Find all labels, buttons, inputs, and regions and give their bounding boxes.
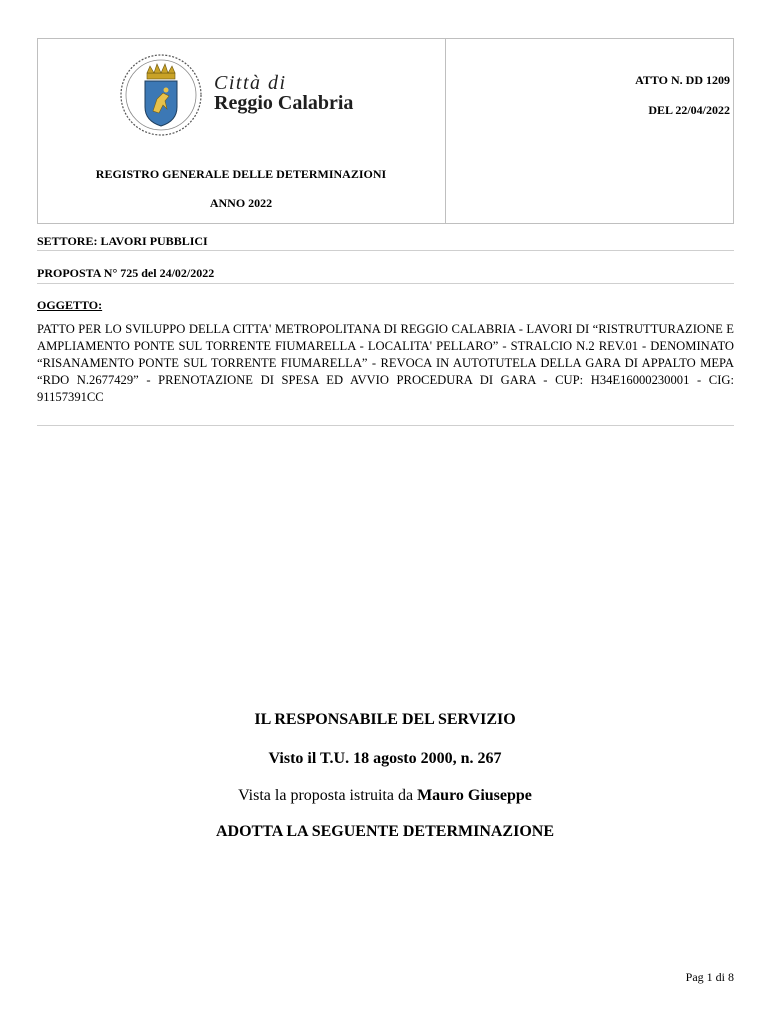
visto-line: Visto il T.U. 18 agosto 2000, n. 267 [268,750,502,767]
adotta-title: ADOTTA LA SEGUENTE DETERMINAZIONE [216,823,554,840]
anno: ANNO 2022 [209,196,273,210]
divider [37,283,734,284]
proposta: PROPOSTA N° 725 del 24/02/2022 [37,266,215,280]
city-prefix: Città di [214,72,287,94]
atto-number: ATTO N. DD 1209 [635,73,730,87]
vista-line [0,787,770,805]
divider [37,250,734,251]
vista-name: Mauro Giuseppe [417,787,532,804]
page-number: Pag 1 di 8 [685,970,734,984]
registro-title: REGISTRO GENERALE DELLE DETERMINAZIONI [95,167,387,181]
header-divider [445,38,446,224]
oggetto-text: PATTO PER LO SVILUPPO DELLA CITTA' METROPOLITANA DI REGGIO CALABRIA - LAVORI DI “RISTRUTTURAZIONE E AMPLIAMENTO PONTE SUL TORRENTE FIUMARELLA - LOCALITA' PELLARO” - STRALCIO N.2 REV.01 - DENOMINATO “RISANAMENTO PONTE SUL TORRENTE FIUMARELLA” - REVOCA IN AUTOTUTELA DELLA GARA DI APPALTO MEPA “RDO N.2677429” - PRENOTAZIONE DI SPESA ED AVVIO PROCEDURA DI GARA - CUP: H34E16000230001 - CIG: 91157391CC [37,322,734,404]
responsabile-title: IL RESPONSABILE DEL SERVIZIO [254,711,516,728]
settore: SETTORE: LAVORI PUBBLICI [37,234,208,248]
coat-of-arms-icon [117,53,205,137]
atto-date: DEL 22/04/2022 [648,103,730,117]
oggetto-label: OGGETTO: [37,298,103,312]
vista-prefix: Vista la proposta istruita da [238,787,414,804]
divider [37,425,734,426]
city-name: Reggio Calabria [214,92,354,114]
